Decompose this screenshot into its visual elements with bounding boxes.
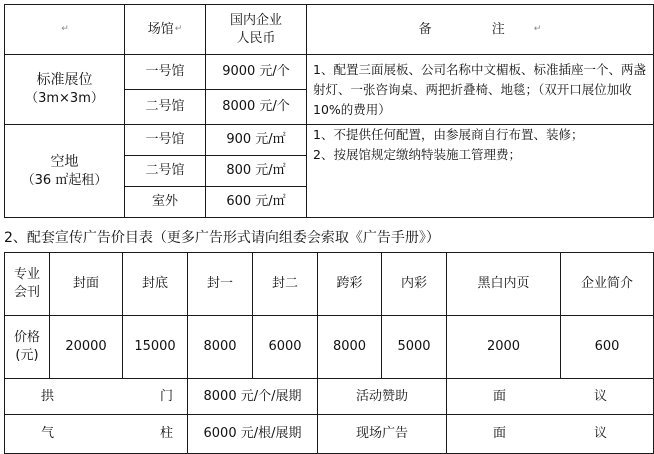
ad-item-onsite-ad: 现场广告 [317,414,447,454]
ad-price-onsite-ad: 面 议 [446,414,654,454]
space-price-2: 800 元/㎡ [205,155,307,187]
space-hall-1: 一号馆 [124,124,206,156]
ad-header-label: 专业会刊 [4,252,50,316]
ad-price-spread-color: 8000 [317,315,382,379]
ad-col-inside-back: 封二 [252,252,318,316]
ad-price-arch: 8000 元/个/展期 [187,378,318,415]
raw-space-label: 空地 （36 ㎡起租） [4,124,125,218]
standard-price-1: 9000 元/个 [205,54,307,90]
standard-hall-1: 一号馆 [124,54,206,90]
ad-price-air-pillar: 6000 元/根/展期 [187,414,318,454]
space-price-outdoor: 600 元/㎡ [205,186,307,218]
space-hall-2: 二号馆 [124,155,206,187]
header-blank-cell: ↵ [4,4,125,55]
ad-section-title: 2、配套宣传广告价目表（更多广告形式请向组委会索取《广告手册》） [4,230,440,246]
header-remarks: 备 注 ↵ [306,4,654,55]
ad-col-spread-color: 跨彩 [317,252,382,316]
ad-item-event-sponsor: 活动赞助 [317,378,447,415]
space-price-1: 900 元/㎡ [205,124,307,156]
ad-item-arch: 拱 门 [4,378,188,415]
raw-space-remark: 1、不提供任何配置，由参展商自行布置、装修； 2、按展馆规定缴纳特装施工管理费； [306,124,654,218]
ad-col-cover: 封面 [49,252,123,316]
ad-col-inner-color: 内彩 [381,252,447,316]
ad-col-back-cover: 封底 [122,252,188,316]
ad-price-back-cover: 15000 [122,315,188,379]
standard-booth-label: 标准展位 （3m×3m） [4,54,125,125]
ad-col-inside-front: 封一 [187,252,253,316]
ad-price-label: 价格(元) [4,315,50,379]
ad-col-company-profile: 企业简介 [560,252,654,316]
ad-item-air-pillar: 气 柱 [4,414,188,454]
standard-price-2: 8000 元/个 [205,89,307,125]
header-venue: 场馆 ↵ [124,4,206,55]
ad-price-cover: 20000 [49,315,123,379]
ad-col-bw-page: 黑白内页 [446,252,561,316]
ad-price-inside-back: 6000 [252,315,318,379]
ad-price-inside-front: 8000 [187,315,253,379]
space-hall-outdoor: 室外 [124,186,206,218]
ad-price-inner-color: 5000 [381,315,447,379]
standard-hall-2: 二号馆 [124,89,206,125]
ad-price-event-sponsor: 面 议 [446,378,654,415]
standard-booth-remark: 1、配置三面展板、公司名称中文楣板、标准插座一个、两盏射灯、一张咨询桌、两把折叠椅、地毯；（双开口展位加收 10%的费用） [306,54,654,125]
header-price: 国内企业人民币 [205,4,307,55]
ad-price-company-profile: 600 [560,315,654,379]
ad-price-bw-page: 2000 [446,315,561,379]
